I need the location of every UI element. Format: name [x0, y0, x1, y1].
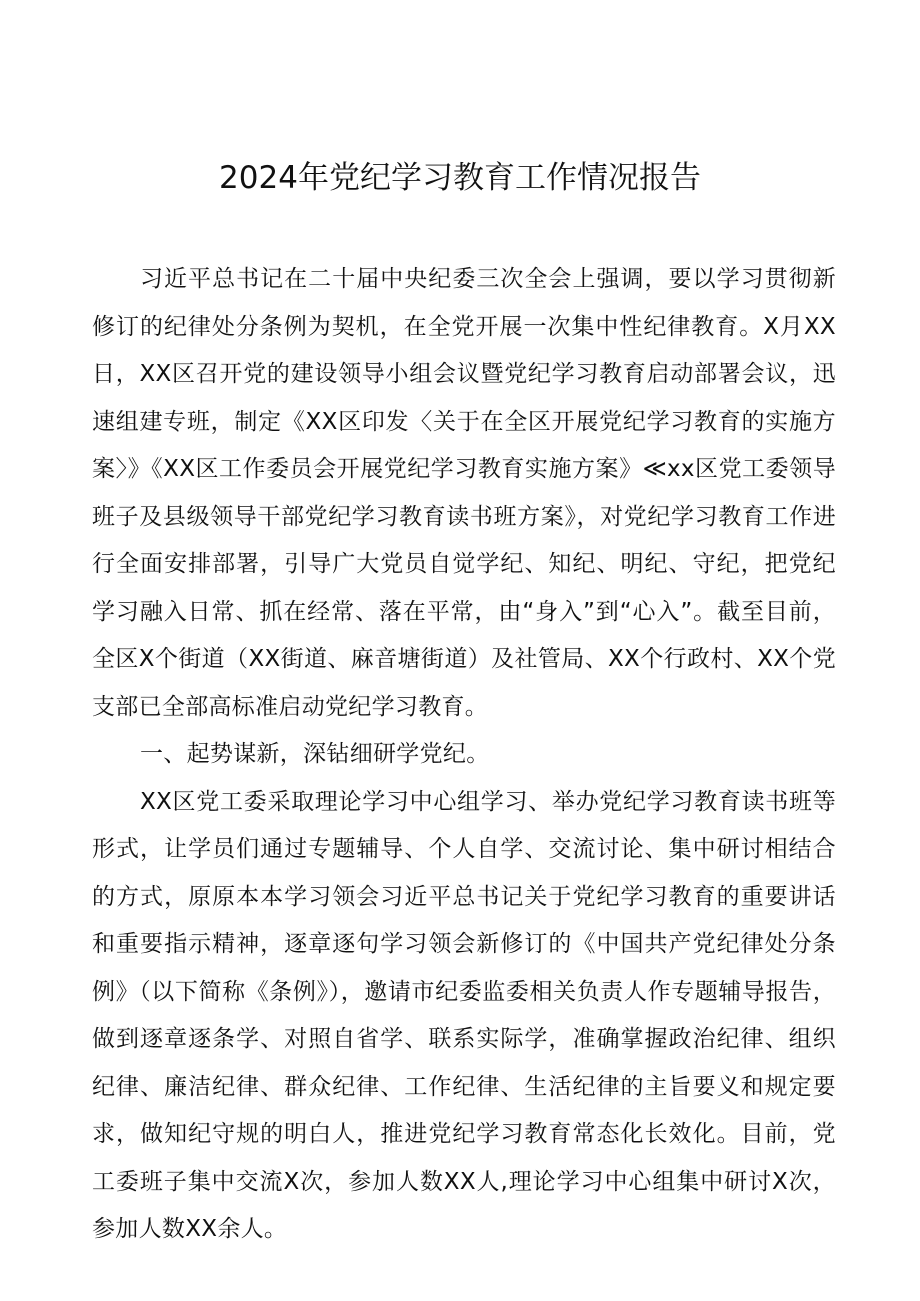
paragraph-intro: 习近平总书记在二十届中央纪委三次全会上强调，要以学习贯彻新修订的纪律处分条例为契机，在全党开展一次集中性纪律教育。X月XX日，XX区召开党的建设领导小组会议暨党纪学习教育启动部署会议，迅速组建专班，制定《XX区印发〈关于在全区开展党纪学习教育的实施方案〉》《XX区工作委员会开展党纪学习教育实施方案》≪xx区党工委领导班子及县级领导干部党纪学习教育读书班方案》，对党纪学习教育工作进行全面安排部署，引导广大党员自觉学纪、知纪、明纪、守纪，把党纪学习融入日常、抓在经常、落在平常，由“身入”到“心入”。截至目前，全区X个街道（XX街道、麻音塘街道）及社管局、XX个行政村、XX个党支部已全部高标准启动党纪学习教育。	[92, 266, 836, 720]
section-heading-1: 一、起势谋新，深钻细研学党纪。	[140, 741, 490, 767]
document-title: 2024年党纪学习教育工作情况报告	[219, 160, 701, 196]
document-body	[92, 256, 836, 1254]
paragraph-section-1: XX区党工委采取理论学习中心组学习、举办党纪学习教育读书班等形式，让学员们通过专题辅导、个人自学、交流讨论、集中研讨相结合的方式，原原本本学习领会习近平总书记关于党纪学习教育的重要讲话和重要指示精神，逐章逐句学习领会新修订的《中国共产党纪律处分条例》（以下简称《条例》），邀请市纪委监委相关负责人作专题辅导报告，做到逐章逐条学、对照自省学、联系实际学，准确掌握政治纪律、组织纪律、廉洁纪律、群众纪律、工作纪律、生活纪律的主旨要义和规定要求，做知纪守规的明白人，推进党纪学习教育常态化长效化。目前，党工委班子集中交流X次，参加人数XX人,理论学习中心组集中研讨X次，参加人数XX余人。	[92, 788, 836, 1242]
